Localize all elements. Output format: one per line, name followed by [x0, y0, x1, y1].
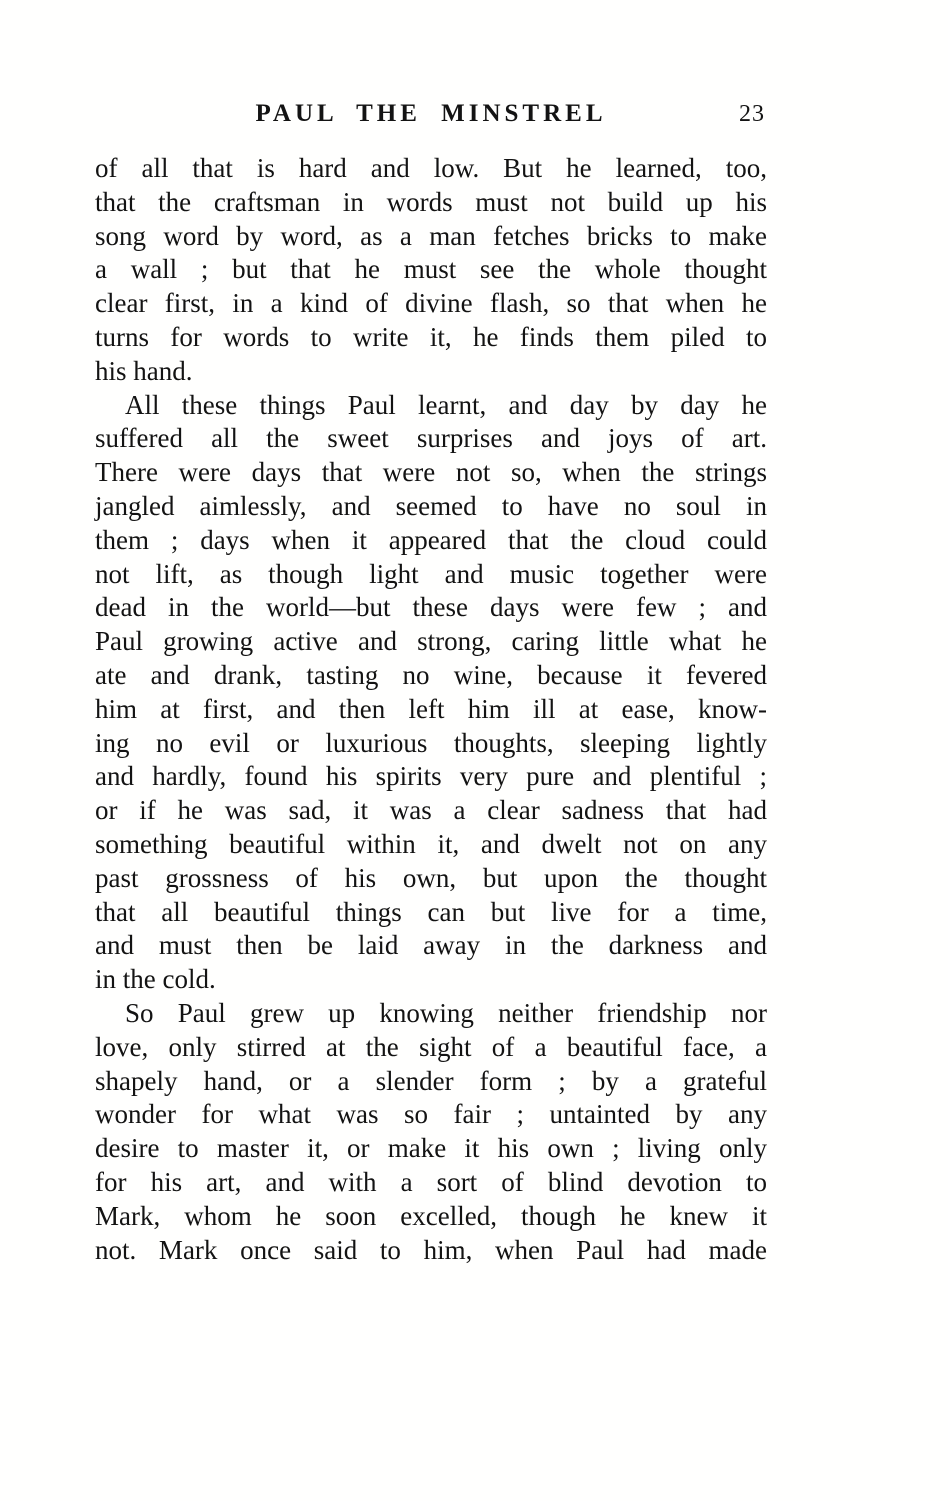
text-line: So Paul grew up knowing neither friendship nor [125, 997, 767, 1028]
text-line: ing no evil or luxurious thoughts, sleeping lightly [95, 727, 767, 758]
text-line: ate and drank, tasting no wine, because it fevered [95, 659, 767, 690]
text-line: past grossness of his own, but upon the thought [95, 862, 767, 893]
text-line: them ; days when it appeared that the cloud could [95, 524, 767, 555]
text-line: not lift, as though light and music together were [95, 558, 767, 589]
paragraph [95, 997, 767, 1267]
text-line: suffered all the sweet surprises and joys of art. [95, 423, 767, 454]
page-header [95, 100, 767, 132]
text-line: dead in the world—but these days were few ; and [95, 592, 767, 623]
paragraph [95, 389, 767, 997]
text-line: There were days that were not so, when the strings [95, 457, 767, 488]
text-line: of all that is hard and low. But he learned, too, [95, 153, 767, 183]
text-line: that all beautiful things can but live for a time, [95, 896, 767, 927]
text-line: not. Mark once said to him, when Paul had made [95, 1234, 767, 1265]
paragraph [95, 152, 767, 389]
text-line: a wall ; but that he must see the whole thought [95, 254, 767, 285]
text-line: and must then be laid away in the darkness and [95, 930, 767, 961]
text-line: something beautiful within it, and dwelt not on any [95, 828, 767, 859]
text-line: All these things Paul learnt, and day by day he [125, 389, 767, 420]
text-line: song word by word, as a man fetches bricks to make [95, 220, 767, 251]
text-line: shapely hand, or a slender form ; by a grateful [95, 1065, 767, 1096]
text-line: him at first, and then left him ill at ease, know- [95, 693, 767, 724]
page-number: 23 [739, 101, 765, 127]
text-line: turns for words to write it, he finds them piled to [95, 321, 767, 352]
text-line: Paul growing active and strong, caring little what he [95, 626, 767, 657]
text-line: Mark, whom he soon excelled, though he knew it [95, 1200, 767, 1231]
text-line: wonder for what was so fair ; untainted by any [95, 1099, 767, 1130]
text-line: or if he was sad, it was a clear sadness that had [95, 795, 767, 826]
text-line: his hand. [95, 355, 193, 386]
text-line: for his art, and with a sort of blind devotion to [95, 1166, 767, 1197]
text-line: clear first, in a kind of divine flash, so that when he [95, 288, 767, 319]
text-line: in the cold. [95, 964, 216, 995]
text-line: jangled aimlessly, and seemed to have no soul in [95, 490, 767, 521]
running-title: PAUL THE MINSTREL [255, 100, 607, 127]
page-body [95, 152, 767, 1267]
text-line: and hardly, found his spirits very pure and plentiful ; [95, 761, 767, 792]
text-line: desire to master it, or make it his own ; living only [95, 1133, 767, 1164]
text-line: love, only stirred at the sight of a beautiful face, a [95, 1031, 767, 1062]
text-line: that the craftsman in words must not build up his [95, 186, 767, 217]
